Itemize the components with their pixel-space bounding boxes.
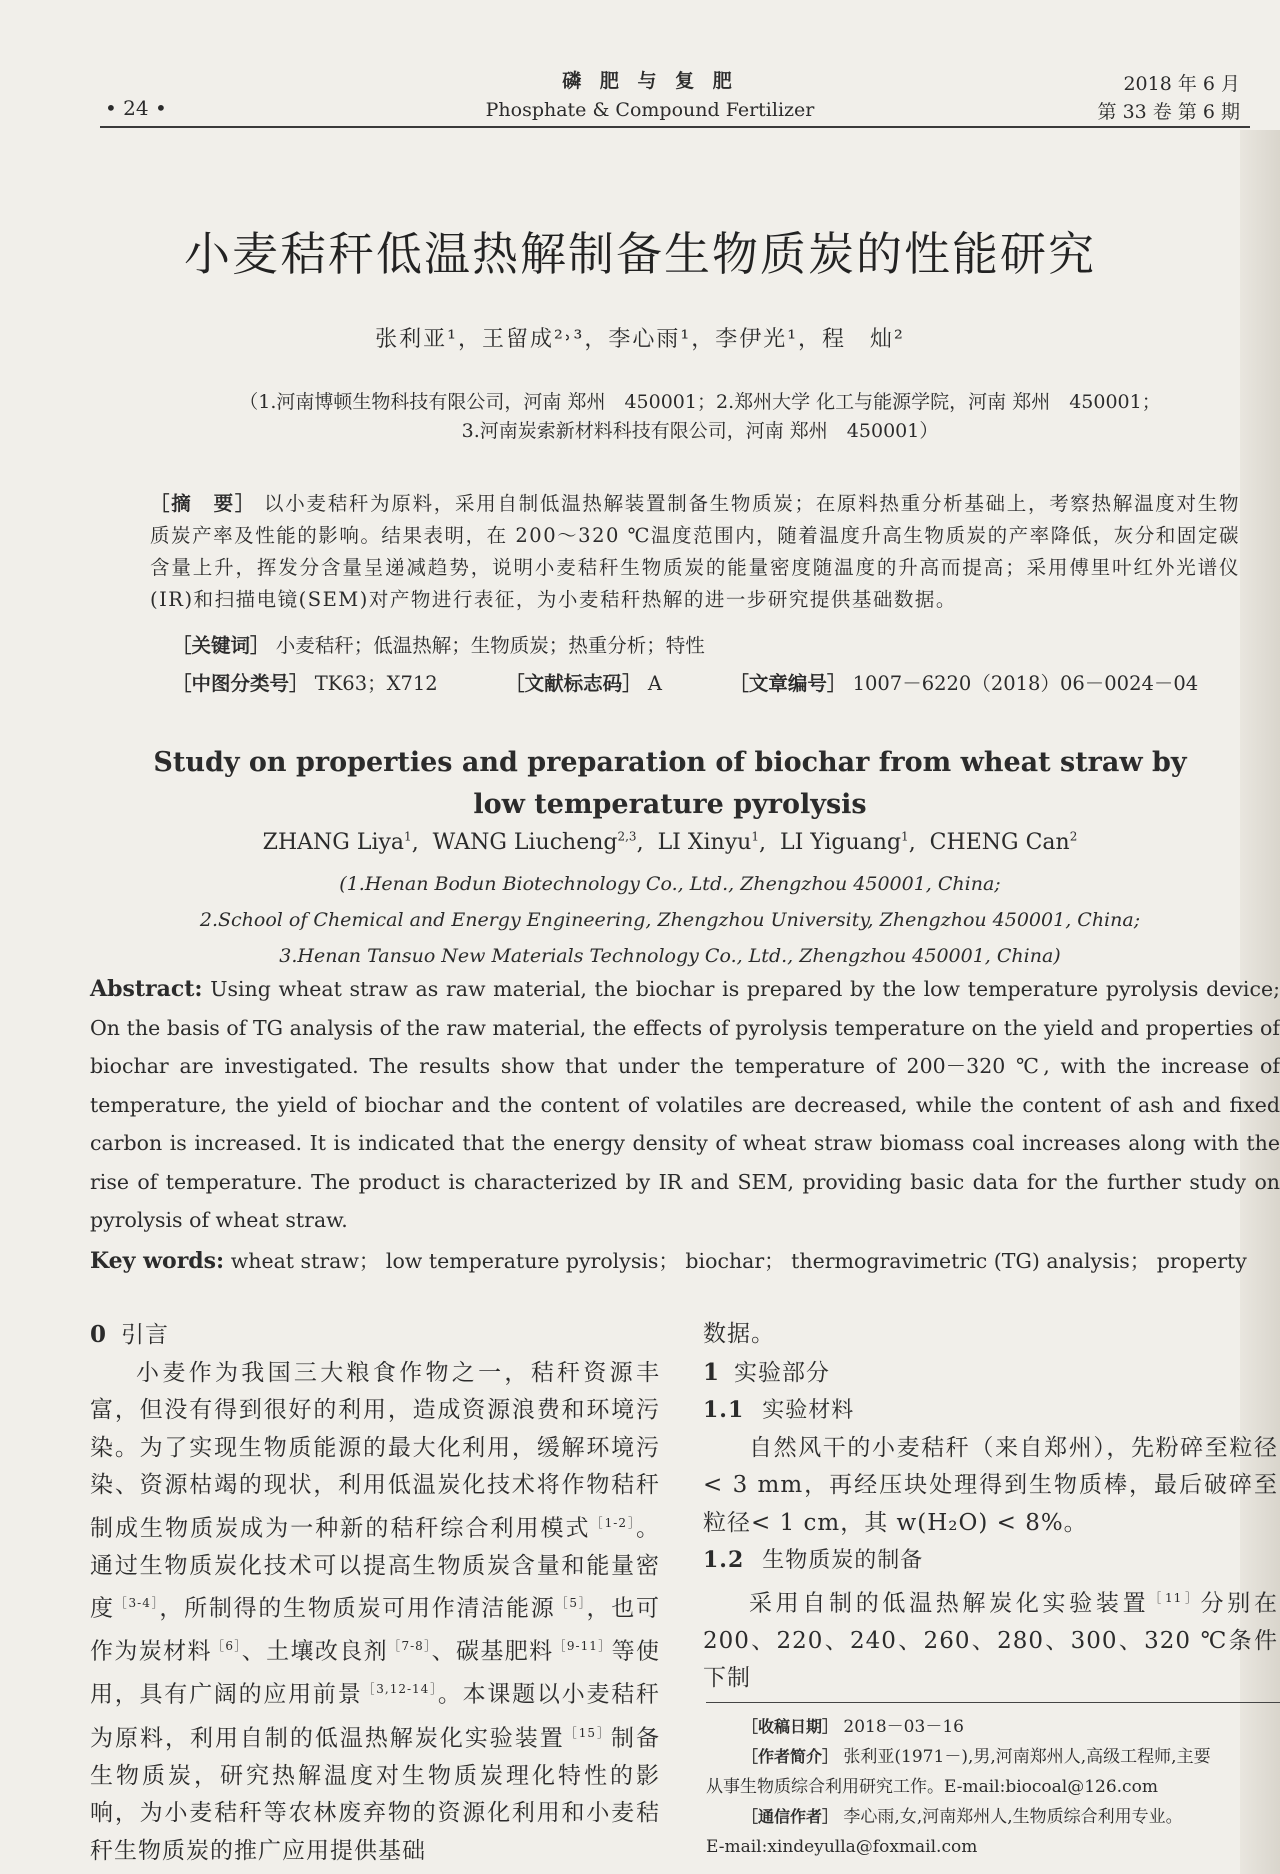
abstract-cn-label: ［摘 要］ xyxy=(150,492,257,515)
journal-title-cn: 磷 肥 与 复 肥 xyxy=(562,70,738,92)
citation: ［5］ xyxy=(555,1596,587,1611)
materials-paragraph: 自然风干的小麦秸秆（来自郑州），先粉碎至粒径< 3 mm，再经压块处理得到生物质棒，最后破碎至粒径< 1 cm，其 w(H₂O) < 8%。 xyxy=(703,1434,1278,1536)
classification-line xyxy=(172,668,1198,696)
affiliation-cn-line: 3.河南炭索新材料科技有限公司，河南 郑州 450001） xyxy=(461,420,939,442)
keywords-cn-label: ［关键词］ xyxy=(172,634,270,657)
clc-label: ［中图分类号］ xyxy=(172,672,309,695)
issue-info xyxy=(1098,70,1240,126)
footnote xyxy=(706,1712,1280,1862)
paper-title-en: Study on properties and preparation of biochar from wheat straw by low temperature pyrolysis xyxy=(153,747,1187,820)
doc-code-label: ［文献标志码］ xyxy=(505,672,642,695)
authors-cn: 张利亚¹，王留成²˒³，李心雨¹，李伊光¹，程 灿² xyxy=(375,327,905,352)
author-en: WANG Liucheng$^{2,3}$ xyxy=(432,830,637,856)
section-heading-experimental: 1 实验部分 xyxy=(703,1358,831,1386)
article-number-label: ［文章编号］ xyxy=(729,672,847,695)
abstract-en xyxy=(90,970,1280,1240)
footnote-received: ［收稿日期］ 2018－03－16 xyxy=(742,1717,964,1737)
section-heading-intro: 0 引言 xyxy=(90,1321,170,1348)
author-en: LI Yiguang$^1$ xyxy=(779,830,909,856)
citation: ［1-2］ xyxy=(590,1515,637,1530)
affiliation-en-line: (1.Henan Bodun Biotechnology Co., Ltd., Zhengzhou 450001, China; xyxy=(339,873,1001,895)
citation: ［15］ xyxy=(564,1725,612,1740)
body-column-right xyxy=(703,1316,1278,1698)
affiliation-en-line: 2.School of Chemical and Energy Engineering, Zhengzhou University, Zhengzhou 450001, China; xyxy=(199,909,1141,931)
citation: ［9-11］ xyxy=(553,1639,612,1654)
authors-en: ZHANG Liya$^1$, WANG Liucheng$^{2,3}$, LI Xinyu$^1$, LI Yiguang$^1$, CHENG Can$^2$ xyxy=(262,830,1078,856)
intro-tail: 数据。 xyxy=(703,1321,775,1347)
issue-date: 2018 年 6 月 xyxy=(1123,73,1240,95)
footnote-author: ［作者简介］ 张利亚(1971－),男,河南郑州人,高级工程师,主要 xyxy=(742,1747,1211,1767)
keywords-cn xyxy=(172,630,705,658)
abstract-cn-text: 以小麦秸秆为原料，采用自制低温热解装置制备生物质炭；在原料热重分析基础上，考察热解温度对生物质炭产率及性能的影响。结果表明，在 200～320 ℃温度范围内，随着温度升高生物质炭的产率降低，灰分和固定碳含量上升，挥发分含量呈递减趋势，说明小麦秸秆生物质炭的能量密度随温度的升高而提高；采用傅里叶红外光谱仪(IR)和扫描电镜(SEM)对产物进行表征，为小麦秸秆热解的进一步研究提供基础数据。 xyxy=(150,492,1240,611)
affiliation-cn-line: （1.河南博顿生物科技有限公司，河南 郑州 450001；2.郑州大学 化工与能源学院，河南 郑州 450001； xyxy=(239,391,1161,413)
article-number-value: 1007－6220（2018）06－0024－04 xyxy=(852,672,1199,695)
abstract-en-text: Using wheat straw as raw material, the biochar is prepared by the low temperature pyrolysis device; On the basis of TG analysis of the raw material, the effects of pyrolysis temperature on the yield and properties of biochar are investigated. The results show that under the temperature of 200－320 ℃, with the increase of temperature, the yield of biochar and the content of volatiles are decreased, while the content of ash and fixed carbon is increased. It is indicated that the energy density of wheat straw biomass coal increases along with the rise of temperature. The product is characterized by IR and SEM, providing basic data for the further study on pyrolysis of wheat straw. xyxy=(90,977,1280,1232)
preparation-paragraph: 采用自制的低温热解炭化实验装置$^{[11]}$分别在 200、220、240、260、280、300、320 ℃条件下制 xyxy=(703,1590,1278,1692)
author-en: ZHANG Liya$^1$ xyxy=(262,830,412,856)
citation: ［3,12-14］ xyxy=(362,1682,438,1697)
subsection-heading-materials: 1.1 实验材料 xyxy=(703,1397,855,1423)
header-rule xyxy=(100,126,1250,128)
doc-code-value: A xyxy=(647,672,662,695)
affiliations-en xyxy=(140,866,1200,974)
keywords-en xyxy=(90,1244,1280,1274)
journal-title-en: Phosphate & Compound Fertilizer xyxy=(485,99,815,121)
paper-title-cn: 小麦秸秆低温热解制备生物质炭的性能研究 xyxy=(184,227,1096,281)
abstract-en-label: Abstract: xyxy=(90,976,203,1002)
journal-header xyxy=(440,66,860,121)
footnote-author-cont: 从事生物质综合利用研究工作。E-mail:biocoal@126.com xyxy=(706,1777,1158,1797)
citation: ［6］ xyxy=(211,1639,242,1654)
intro-paragraph: 小麦作为我国三大粮食作物之一，秸秆资源丰富，但没有得到很好的利用，造成资源浪费和环境污染。为了实现生物质能源的最大化利用，缓解环境污染、资源枯竭的现状，利用低温炭化技术将作物秸秆制成生物质炭成为一种新的秸秆综合利用模式$^{[1-2]}$。通过生物质炭化技术可以提高生物质炭含量和能量密度$^{[3-4]}$，所制得的生物质炭可用作清洁能源$^{[5]}$，也可作为炭材料$^{[6]}$、土壤改良剂$^{[7-8]}$、碳基肥料$^{[9-11]}$等使用，具有广阔的应用前景$^{[3,12-14]}$。本课题以小麦秸秆为原料，利用自制的低温热解炭化实验装置$^{[15]}$制备生物质炭，研究热解温度对生物质炭理化特性的影响，为小麦秸秆等农林废弃物的资源化利用和小麦秸秆生物质炭的推广应用提供基础 xyxy=(90,1359,661,1864)
footnote-email: E-mail:xindeyulla@foxmail.com xyxy=(706,1837,978,1857)
affiliation-en-line: 3.Henan Tansuo New Materials Technology Co., Ltd., Zhengzhou 450001, China) xyxy=(279,945,1061,967)
keywords-en-text: wheat straw； low temperature pyrolysis； biochar； thermogravimetric (TG) analysis； property xyxy=(230,1249,1247,1273)
citation: ［7-8］ xyxy=(388,1639,432,1654)
abstract-cn xyxy=(150,488,1240,616)
footnote-rule xyxy=(706,1702,1280,1703)
author-en: CHENG Can$^2$ xyxy=(929,830,1078,856)
footnote-corresponding: ［通信作者］ 李心雨,女,河南郑州人,生物质综合利用专业。 xyxy=(742,1807,1183,1827)
keywords-cn-text: 小麦秸秆；低温热解；生物质炭；热重分析；特性 xyxy=(275,634,705,657)
keywords-en-label: Key words: xyxy=(90,1248,225,1274)
citation: ［11］ xyxy=(1149,1590,1201,1605)
subsection-heading-preparation: 1.2 生物质炭的制备 xyxy=(703,1547,924,1573)
body-column-left xyxy=(90,1316,660,1870)
issue-volume: 第 33 卷 第 6 期 xyxy=(1097,101,1240,123)
clc-value: TK63；X712 xyxy=(314,672,438,695)
page-number: • 24 • xyxy=(105,96,167,120)
citation: ［3-4］ xyxy=(114,1596,160,1611)
affiliations-cn xyxy=(170,388,1230,446)
author-en: LI Xinyu$^1$ xyxy=(657,830,759,856)
